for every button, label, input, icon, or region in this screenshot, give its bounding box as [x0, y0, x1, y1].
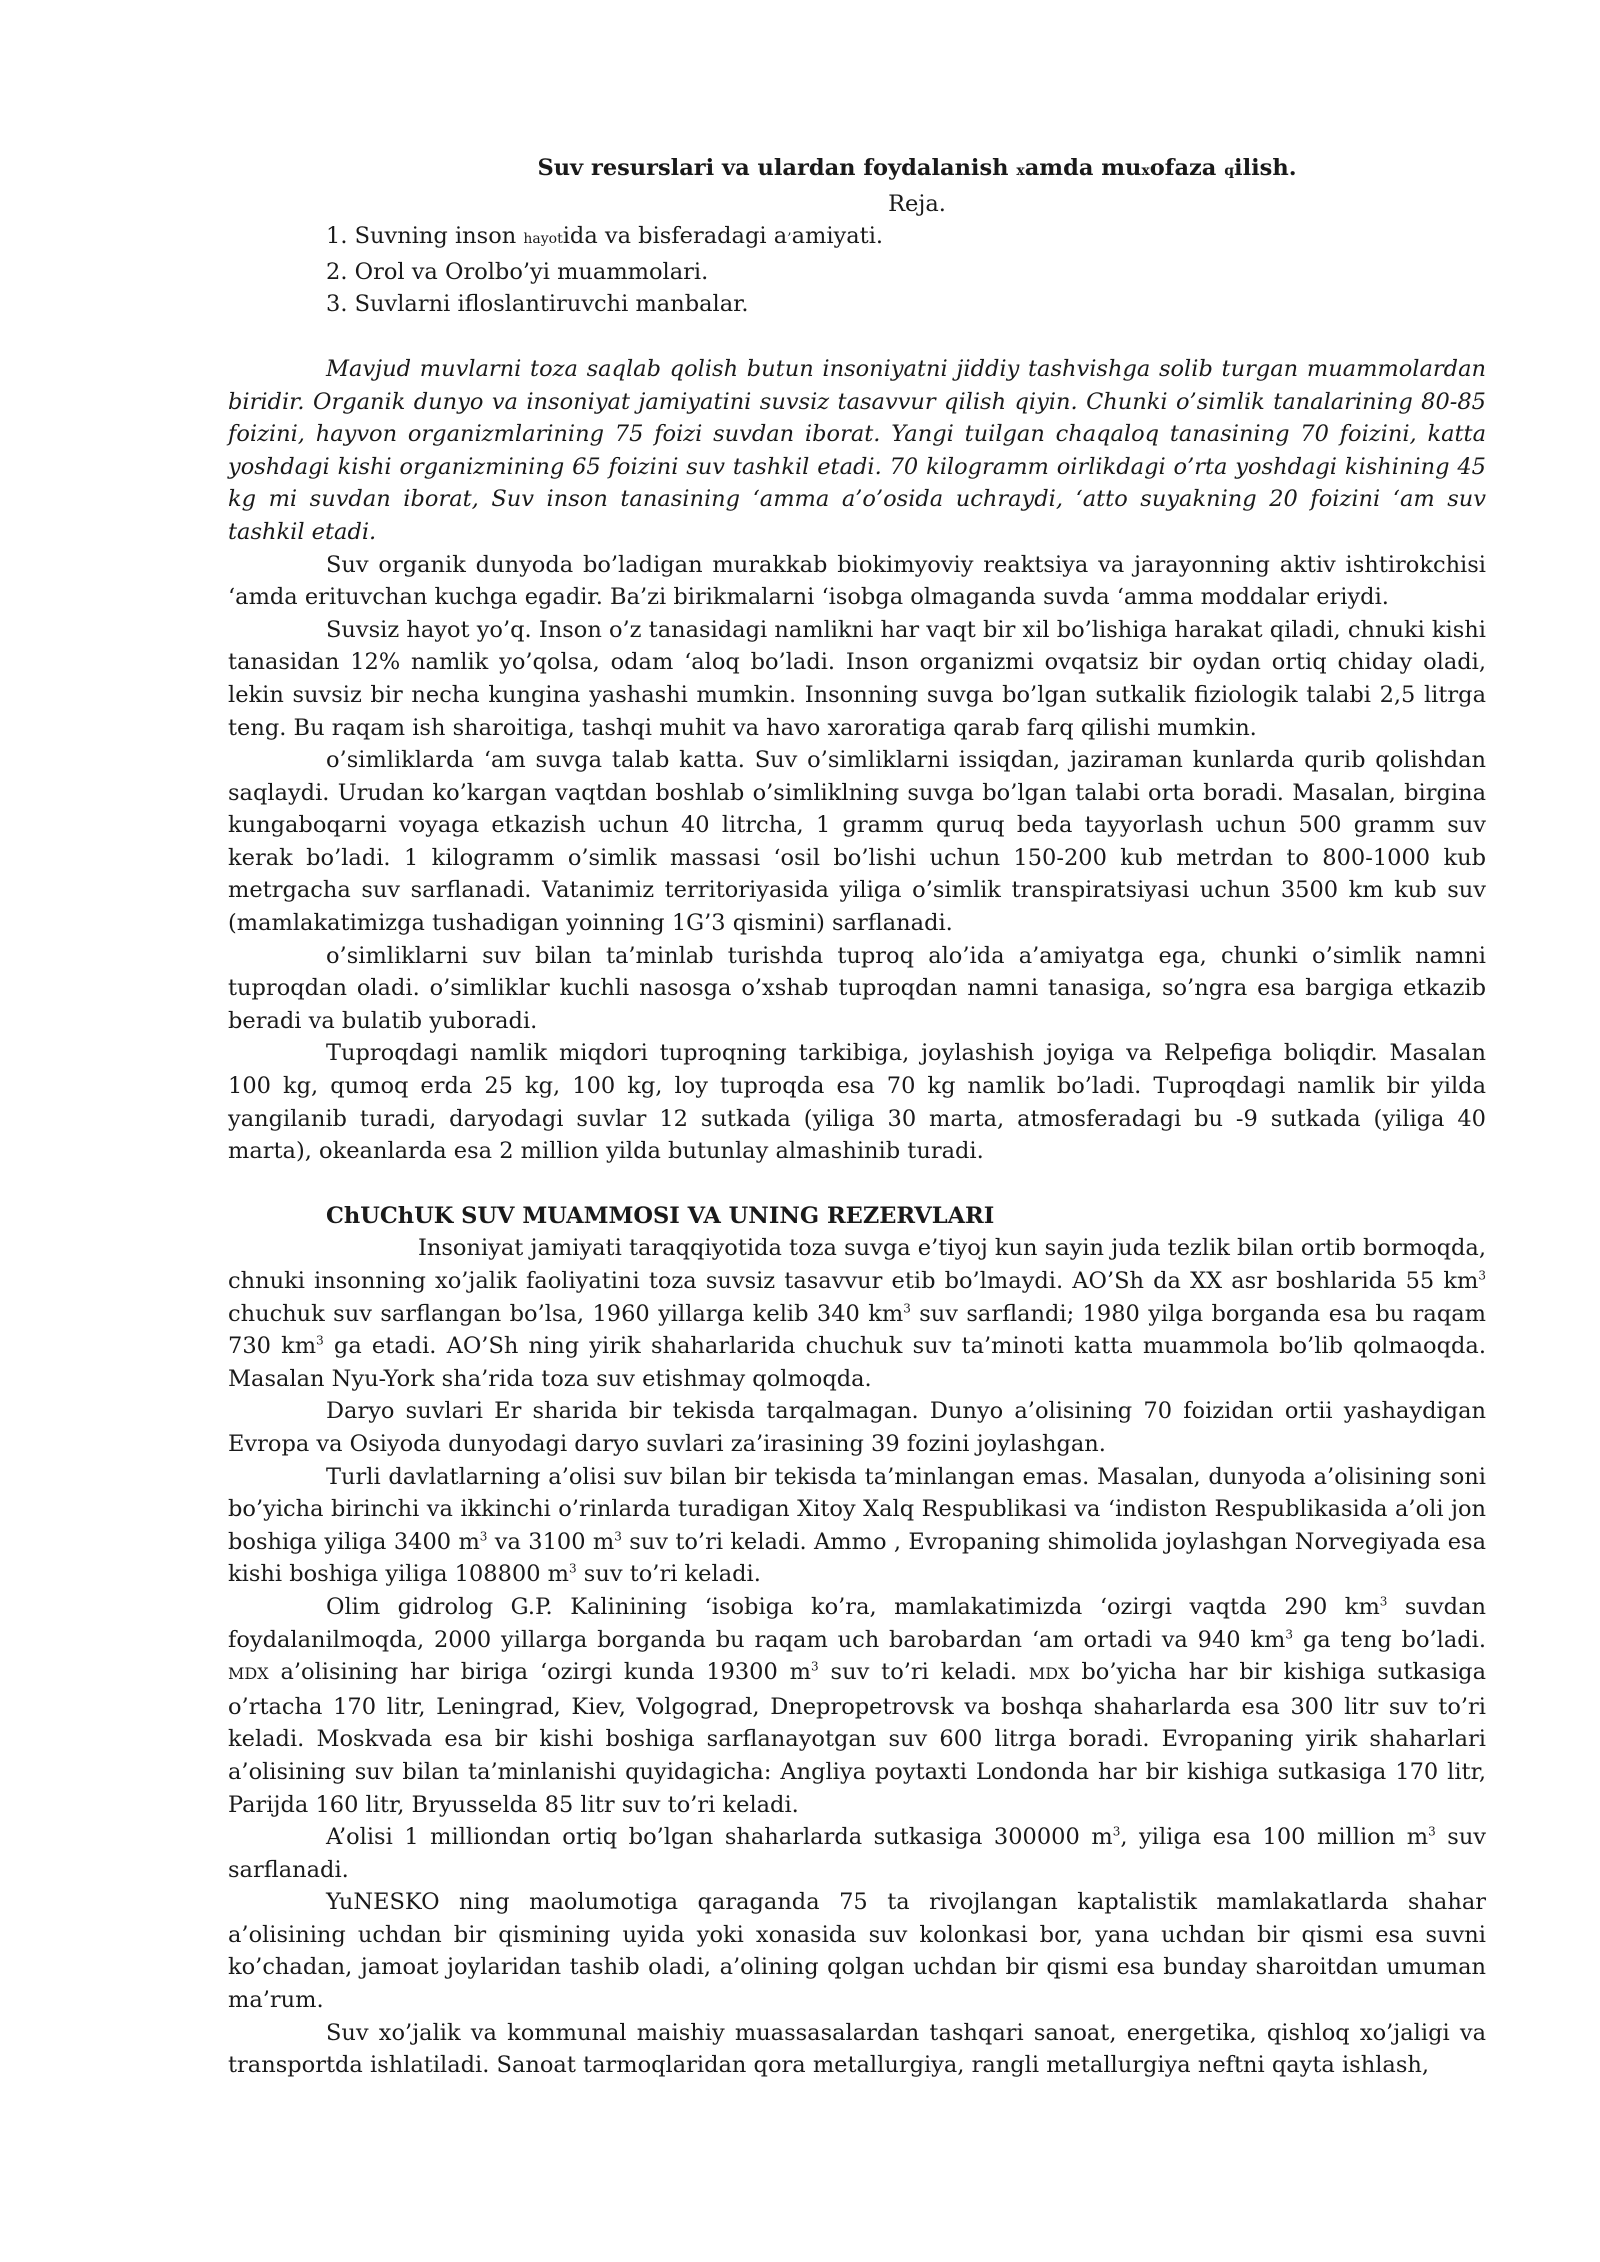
- paragraph: Insoniyat jamiyati taraqqiyotida toza suvga e’tiyoj kun sayin juda tezlik bilan ortib bormoqda, chnuki insonning xo’jalik faoliyatini toza suvsiz tasavvur etib bo’lmaydi. AO’Sh da XX asr boshlarida 55 $km^3$ chuchuk suv sarflangan bo’lsa, 1960 yillarga kelib 340 $km^3$ suv sarflandi; 1980 yilga borganda esa bu raqam 730 $km^3$ ga etadi. AO’Sh ning yirik shaharlarida chuchuk suv ta’minoti katta muammola bo’lib qolmaoqda. Masalan Nyu-York sha’rida toza suv etishmay qolmoqda.: [228, 1235, 1486, 1392]
- document-title: Suv resurslari va ulardan foydalanish xamda muxofaza qilish.: [537, 155, 1297, 181]
- paragraph: Olim gidrolog G.P. Kalinining ‘isobiga ko’ra, mamlakatimizda ‘ozirgi vaqtda 290 $km^3$ suvdan foydalanilmoqda, 2000 yillarga borganda bu raqam uch barobardan ‘am ortadi va 940 $km^3$ ga teng bo’ladi. MDX a’olisining har biriga ‘ozirgi kunda 19300 $m^3$ suv to’ri keladi. MDX bo’yicha har bir kishiga sutkasiga o’rtacha 170 litr, Leningrad, Kiev, Volgograd, Dnepropetrovsk va boshqa shaharlarda esa 300 litr suv to’ri keladi. Moskvada esa bir kishi boshiga sarflanayotgan suv 600 litrga boradi. Evropaning yirik shaharlari a’olisining suv bilan ta’minlanishi quyidagicha: Angliya poytaxti Londonda har bir kishiga sutkasiga 170 litr, Parijda 160 litr, Bryusselda 85 litr suv to’ri keladi.: [228, 1593, 1487, 1818]
- spacer: [228, 321, 1486, 353]
- plan-heading: Reja.: [888, 190, 946, 217]
- paragraph: Daryo suvlari Er sharida bir tekisda tarqalmagan. Dunyo a’olisining 70 foizidan ortii yashaydigan Evropa va Osiyoda dunyodagi daryo suvlari za’irasining 39 fozini joylashgan.: [228, 1398, 1486, 1457]
- paragraph: o’simliklarni suv bilan ta’minlab turishda tuproq alo’ida a’amiyatga ega, chunki o’simlik namni tuproqdan oladi. o’simliklar kuchli nasosga o’xshab tuproqdan namni tanasiga, so’ngra esa bargiga etkazib beradi va bulatib yuboradi.: [228, 942, 1486, 1034]
- plan-item: 2. Orol va Orolbo’yi muammolari.: [326, 258, 709, 285]
- spacer: [228, 1168, 1486, 1200]
- paragraph: Suv organik dunyoda bo’ladigan murakkab biokimyoviy reaktsiya va jarayonning aktiv ishtirokchisi ‘amda erituvchan kuchga egadir. Ba’zi birikmalarni ‘isobga olmaganda suvda ‘amma moddalar eriydi.: [228, 551, 1486, 611]
- document-page: [228, 152, 1486, 2082]
- plan-item: 3. Suvlarni ifloslantiruvchi manbalar.: [326, 291, 749, 318]
- paragraph: A’olisi 1 milliondan ortiq bo’lgan shaharlarda sutkasiga 300000 $m^3$, yiliga esa 100 million $m^3$ suv sarflanadi.: [228, 1824, 1487, 1883]
- paragraph: Suvsiz hayot yo’q. Inson o’z tanasidagi namlikni har vaqt bir xil bo’lishiga harakat qiladi, chnuki kishi tanasidan 12% namlik yo’qolsa, odam ‘aloq bo’ladi. Inson organizmi ovqatsiz bir oydan ortiq chiday oladi, lekin suvsiz bir necha kungina yashashi mumkin. Insonning suvga bo’lgan sutkalik fiziologik talabi 2,5 litrga teng. Bu raqam ish sharoitiga, tashqi muhit va havo xaroratiga qarab farq qilishi mumkin.: [228, 616, 1486, 741]
- paragraph: Suv xo’jalik va kommunal maishiy muassasalardan tashqari sanoat, energetika, qishloq xo’jaligi va transportda ishlatiladi. Sanoat tarmoqlaridan qora metallurgiya, rangli metallurgiya neftni qayta ishlash,: [228, 2019, 1486, 2079]
- paragraph: YuNESKO ning maolumotiga qaraganda 75 ta rivojlangan kaptalistik mamlakatlarda shahar a’olisining uchdan bir qismining uyida yoki xonasida suv kolonkasi bor, yana uchdan bir qismi esa suvni ko’chadan, jamoat joylaridan tashib oladi, a’olining qolgan uchdan bir qismi esa bunday sharoitdan umuman ma’rum.: [228, 1889, 1486, 2014]
- paragraph-intro: Mavjud muvlarni toza saqlab qolish butun insoniyatni jiddiy tashvishga solib turgan muammolardan biridir. Organik dunyo va insoniyat jamiyatini suvsiz tasavvur qilish qiyin. Chunki o’simlik tanalarining 80-85 foizini, hayvon organizmlarining 75 foizi suvdan iborat. Yangi tuilgan chaqaloq tanasining 70 foizini, katta yoshdagi kishi organizmining 65 foizini suv tashkil etadi. 70 kilogramm oirlikdagi o’rta yoshdagi kishining 45 kg mi suvdan iborat, Suv inson tanasining ‘amma a’o’osida uchraydi, ‘atto suyakning 20 foizini ‘am suv tashkil etadi.: [228, 355, 1486, 545]
- paragraph: Turli davlatlarning a’olisi suv bilan bir tekisda ta’minlangan emas. Masalan, dunyoda a’olisining soni bo’yicha birinchi va ikkinchi o’rinlarda turadigan Xitoy Xalq Respublikasi va ‘indiston Respublikasida a’oli jon boshiga yiliga 3400 $m^3$ va 3100 $m^3$ suv to’ri keladi. Ammo , Evropaning shimolida joylashgan Norvegiyada esa kishi boshiga yiliga 108800 $m^3$ suv to’ri keladi.: [228, 1463, 1487, 1588]
- paragraph: o’simliklarda ‘am suvga talab katta. Suv o’simliklarni issiqdan, jaziraman kunlarda qurib qolishdan saqlaydi. Urudan ko’kargan vaqtdan boshlab o’simliklning suvga bo’lgan talabi orta boradi. Masalan, birgina kungaboqarni voyaga etkazish uchun 40 litrcha, 1 gramm quruq beda tayyorlash uchun 500 gramm suv kerak bo’ladi. 1 kilogramm o’simlik massasi ‘osil bo’lishi uchun 150-200 kub metrdan to 800-1000 kub metrgacha suv sarflanadi. Vatanimiz territoriyasida yiliga o’simlik transpiratsiyasi uchun 3500 km kub suv (mamlakatimizga tushadigan yoinning 1G’3 qismini) sarflanadi.: [228, 747, 1486, 937]
- paragraph: Tuproqdagi namlik miqdori tuproqning tarkibiga, joylashish joyiga va Relpefiga boliqdir. Masalan 100 kg, qumoq erda 25 kg, 100 kg, loy tuproqda esa 70 kg namlik bo’ladi. Tuproqdagi namlik bir yilda yangilanib turadi, daryodagi suvlar 12 sutkada (yiliga 30 marta, atmosferadagi bu -9 sutkada (yiliga 40 marta), okeanlarda esa 2 million yilda butunlay almashinib turadi.: [228, 1040, 1486, 1165]
- plan-item: 1. Suvning inson hayotida va bisferadagi a’amiyati.: [326, 223, 884, 250]
- plan-list: [228, 220, 1486, 321]
- section-heading: ChUChUK SUV MUAMMOSI VA UNING REZERVLARI: [326, 1202, 995, 1229]
